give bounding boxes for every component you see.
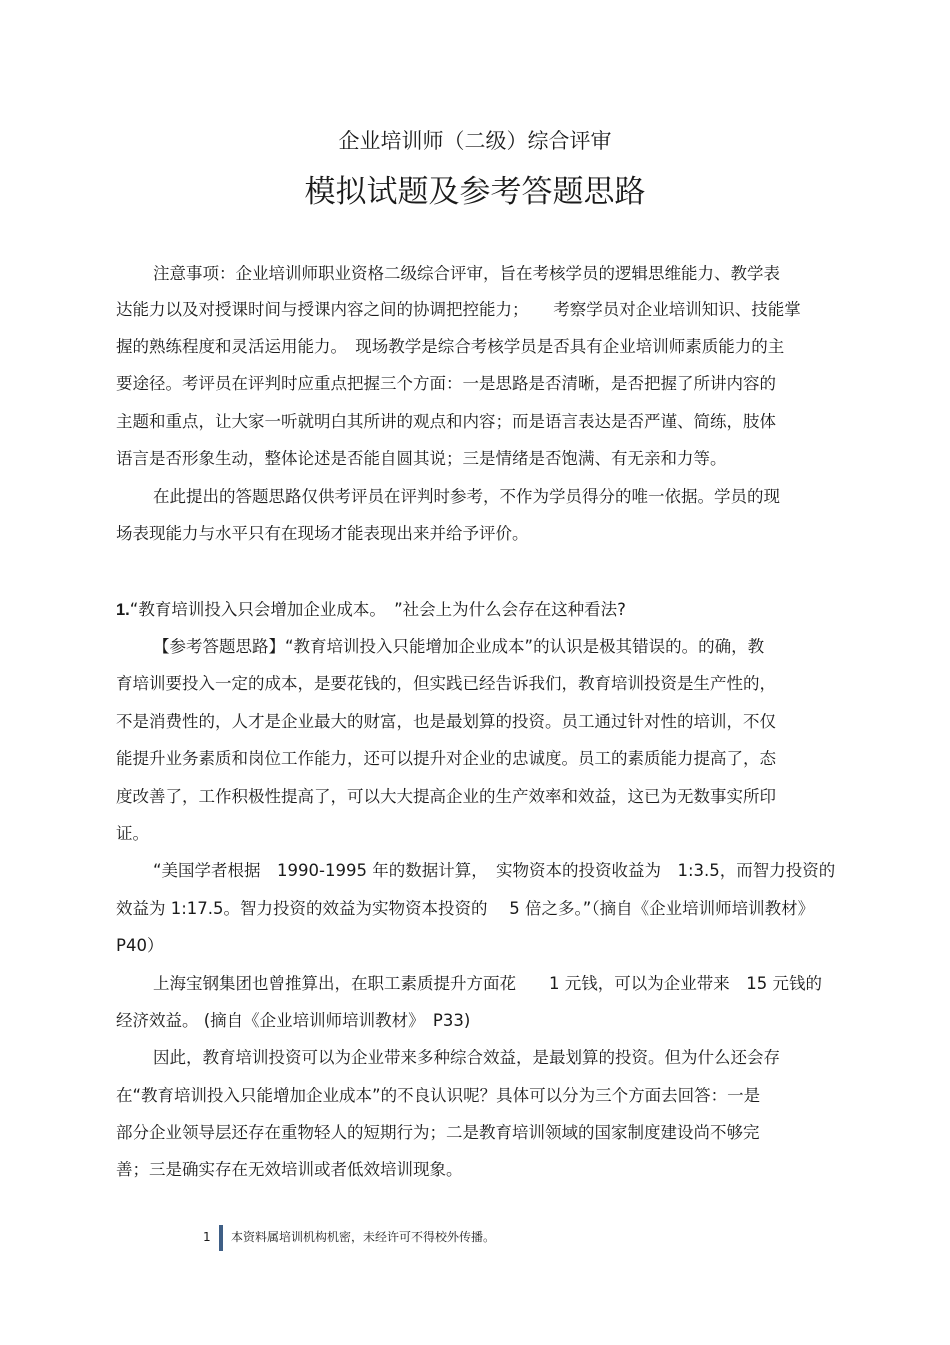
document-title: 模拟试题及参考答题思路 <box>304 174 646 210</box>
notice-line: 要途径。考评员在评判时应重点把握三个方面：一是思路是否清晰，是否把握了所讲内容的 <box>116 374 776 393</box>
footer-divider <box>219 1225 223 1251</box>
notice-line: 语言是否形象生动，整体论述是否能自圆其说；三是情绪是否饱满、有无亲和力等。 <box>116 449 727 468</box>
answer-line: 育培训要投入一定的成本，是要花钱的，但实践已经告诉我们，教育培训投资是生产性的， <box>116 674 776 693</box>
answer-line: P40） <box>116 936 164 955</box>
answer-line: 证。 <box>116 824 149 843</box>
answer-line: 上海宝钢集团也曾推算出，在职工素质提升方面花 1 元钱，可以为企业带来 15 元钱的 <box>153 974 822 993</box>
notice-line: 主题和重点，让大家一听就明白其所讲的观点和内容；而是语言表达是否严谨、简练，肢体 <box>116 412 776 431</box>
question-number: 1. <box>116 601 130 619</box>
answer-line: 不是消费性的，人才是企业最大的财富，也是最划算的投资。员工通过针对性的培训，不仅 <box>116 712 776 731</box>
question-text: “教育培训投入只会增加企业成本。 ”社会上为什么会存在这种看法? <box>129 600 626 619</box>
answer-line: “美国学者根据 1990-1995 年的数据计算， 实物资本的投资收益为 1:3.5，而智力投资的 <box>153 861 836 880</box>
answer-line: 【参考答题思路】“教育培训投入只能增加企业成本”的认识是极其错误的。的确，教 <box>153 637 765 656</box>
footer-notice: 本资料属培训机构机密，未经许可不得校外传播。 <box>231 1230 496 1244</box>
answer-line: 度改善了，工作积极性提高了，可以大大提高企业的生产效率和效益，这已为无数事实所印 <box>116 787 776 806</box>
answer-line: 在“教育培训投入只能增加企业成本”的不良认识呢？具体可以分为三个方面去回答：一是 <box>116 1086 761 1105</box>
question-heading <box>116 598 626 622</box>
notice-line: 在此提出的答题思路仅供考评员在评判时参考，不作为学员得分的唯一依据。学员的现 <box>153 487 780 506</box>
notice-line: 注意事项：企业培训师职业资格二级综合评审，旨在考核学员的逻辑思维能力、教学表 <box>153 264 780 283</box>
answer-line: 因此，教育培训投资可以为企业带来多种综合效益，是最划算的投资。但为什么还会存 <box>153 1048 780 1067</box>
answer-line: 善；三是确实存在无效培训或者低效培训现象。 <box>116 1160 463 1179</box>
page-number: 1 <box>203 1230 211 1244</box>
answer-line: 能提升业务素质和岗位工作能力，还可以提升对企业的忠诚度。员工的素质能力提高了，态 <box>116 749 776 768</box>
answer-line: 部分企业领导层还存在重物轻人的短期行为；二是教育培训领域的国家制度建设尚不够完 <box>116 1123 760 1142</box>
notice-line: 达能力以及对授课时间与授课内容之间的协调把控能力； 考察学员对企业培训知识、技能掌 <box>116 300 801 319</box>
answer-line: 经济效益。 (摘自《企业培训师培训教材》 P33) <box>116 1011 471 1030</box>
document-subtitle: 企业培训师（二级）综合评审 <box>338 129 612 153</box>
notice-line: 握的熟练程度和灵活运用能力。 现场教学是综合考核学员是否具有企业培训师素质能力的主 <box>116 337 785 356</box>
notice-line: 场表现能力与水平只有在现场才能表现出来并给予评价。 <box>116 524 529 543</box>
answer-line: 效益为 1:17.5。智力投资的效益为实物资本投资的 5 倍之多。”（摘自《企业培训师培训教材》 <box>116 899 815 918</box>
